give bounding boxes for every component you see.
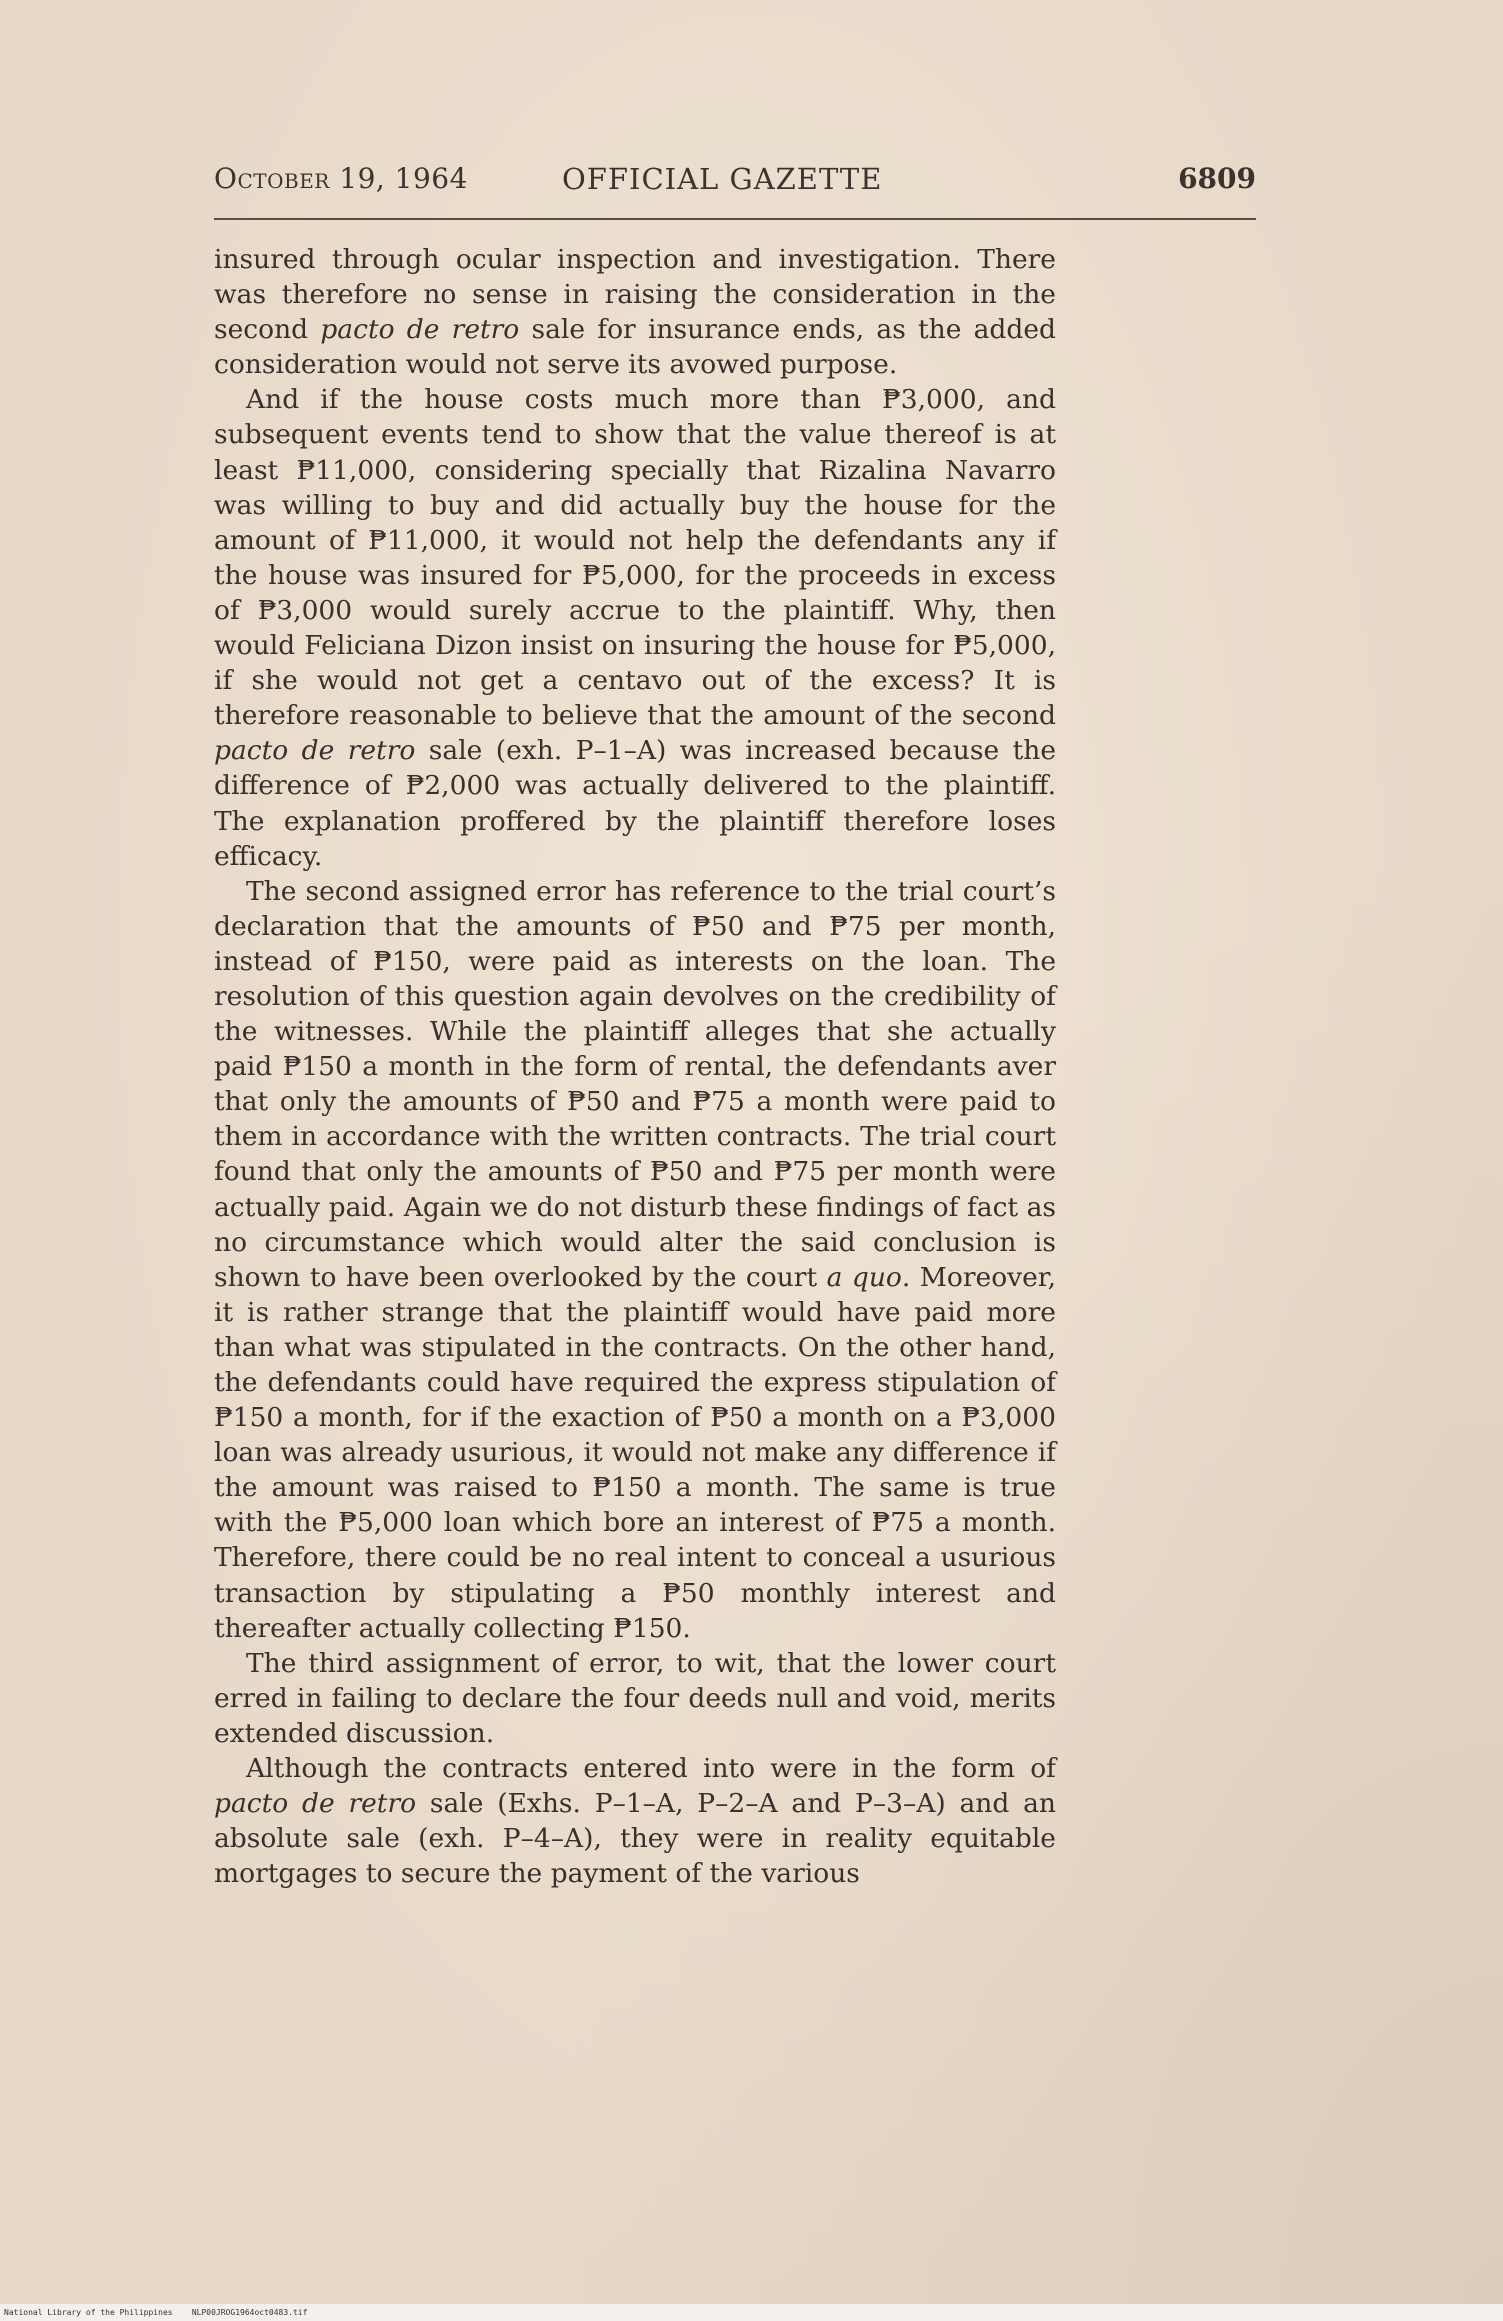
text-run: And if the house costs much more than ₱3,000, and subsequent events tend to show that the value thereof is at least ₱11,000, considering specially that Rizalina Navarro was willing to buy and did actually buy the house for the amount of ₱11,000, it would not help the defendants any if the house was insured for ₱5,000, for the proceeds in excess of ₱3,000 would surely accrue to the plaintiff. Why, then would Feliciana Dizon insist on insuring the house for ₱5,000, if she would not get a centavo out of the excess? It is therefore reasonable to believe that the amount of the second — [214, 384, 1056, 732]
italic-text: pacto de retro — [214, 735, 416, 767]
header-page-number: 6809 — [1178, 162, 1256, 195]
text-run: insured through ocular inspection and investigation. There was therefore no sense in raising the consideration in the second — [214, 244, 1056, 346]
text-run: The second assigned error has reference to the trial court’s declaration that the amounts of ₱50 and ₱75 per month, instead of ₱150, were paid as interests on the loan. The resolution of this question again devolves on the credibility of the witnesses. While the plaintiff alleges that she actually paid ₱150 a month in the form of rental, the defendants aver that only the amounts of ₱50 and ₱75 a month were paid to them in accordance with the written contracts. The trial court found that only the amounts of ₱50 and ₱75 per month were actually paid. Again we do not disturb these findings of fact as no circumstance which would alter the said conclusion is shown to have been overlooked by the court — [214, 875, 1056, 1293]
italic-text: a quo — [826, 1261, 902, 1293]
paragraph — [214, 1751, 1056, 1891]
text-run: The third assignment of error, to wit, that the lower court erred in failing to declare the four deeds null and void, merits extended discussion. — [214, 1647, 1056, 1749]
page-header — [214, 162, 1256, 202]
header-title: OFFICIAL GAZETTE — [562, 162, 883, 196]
paragraph — [214, 242, 1056, 382]
footer — [4, 2308, 307, 2317]
paragraph — [214, 1646, 1056, 1751]
text-run: sale (Exhs. P–1–A, P–2–A and P–3–A) and an absolute sale (exh. P–4–A), they were in reality equitable mortgages to secure the payment of the various — [214, 1788, 1057, 1890]
text-run: sale (exh. P–1–A) was increased because the difference of ₱2,000 was actually delivered to the plaintiff. The explanation proffered by the plaintiff therefore loses efficacy. — [214, 735, 1056, 872]
text-run: Although the contracts entered into were in the form of — [246, 1753, 1056, 1785]
italic-text: pacto de retro — [214, 1788, 417, 1820]
text-run: sale for insurance ends, as the added consideration would not serve its avowed purpose. — [214, 314, 1057, 381]
header-rule — [214, 218, 1256, 220]
text-run: . Moreover, it is rather strange that the plaintiff would have paid more than what was stipulated in the contracts. On the other hand, the defendants could have required the express stipulation of ₱150 a month, for if the exaction of ₱50 a month on a ₱3,000 loan was already usurious, it would not make any difference if the amount was raised to ₱150 a month. The same is true with the ₱5,000 loan which bore an interest of ₱75 a month. Therefore, there could be no real intent to conceal a usurious transaction by stipulating a ₱50 monthly interest and thereafter actually collecting ₱150. — [214, 1261, 1056, 1644]
footer-file: NLP00JROG1964oct0483.tif — [191, 2308, 308, 2317]
paragraph — [214, 382, 1056, 873]
italic-text: pacto de retro — [320, 314, 520, 346]
paragraph — [214, 874, 1056, 1646]
header-date: October 19, 1964 — [214, 162, 468, 195]
footer-library: National Library of the Philippines — [4, 2308, 173, 2317]
body-text — [214, 242, 1056, 1891]
